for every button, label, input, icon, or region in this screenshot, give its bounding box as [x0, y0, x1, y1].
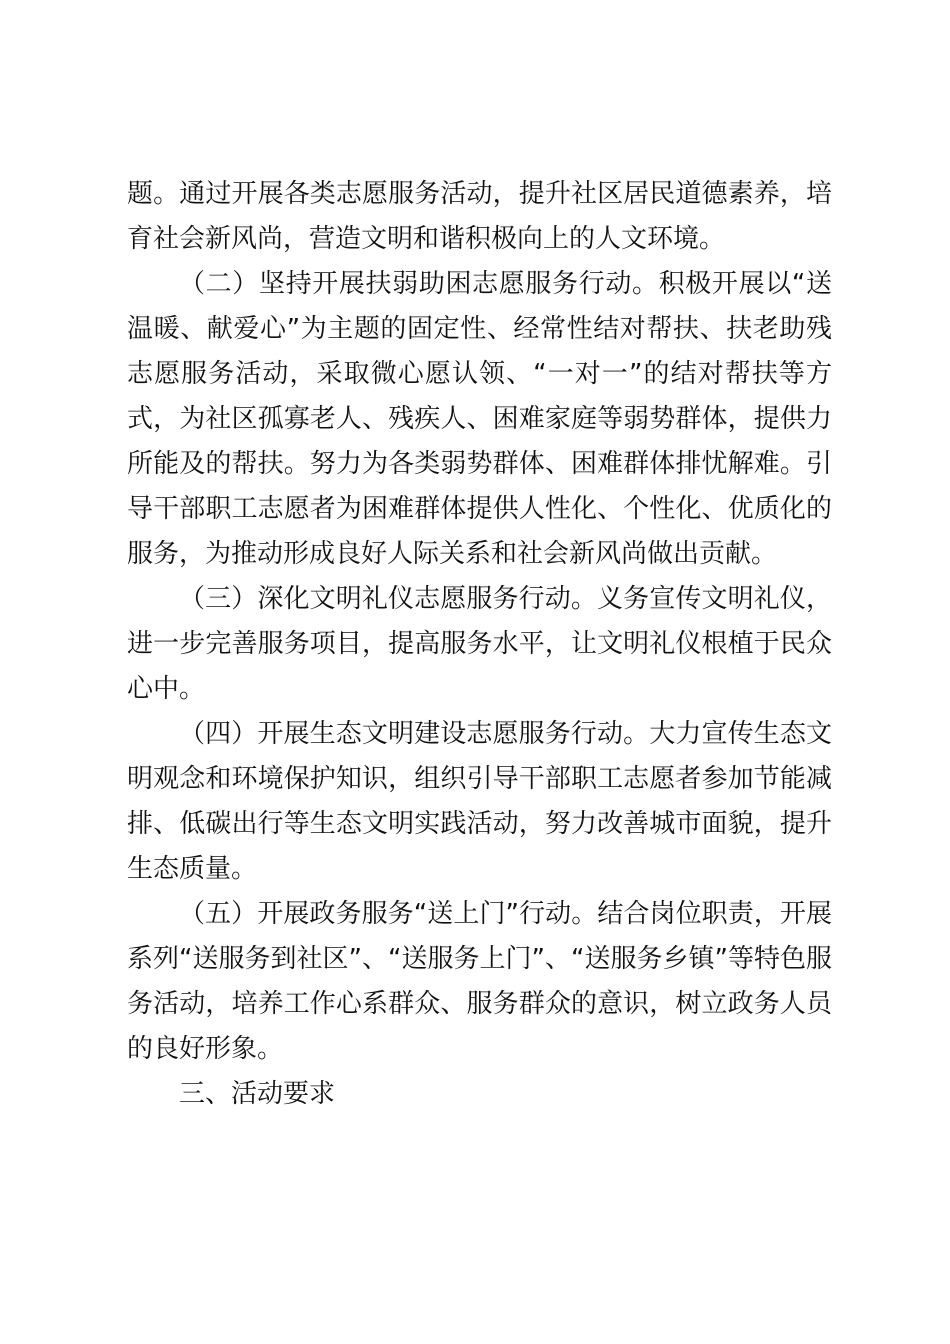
paragraph-item-3: （三）深化文明礼仪志愿服务行动。义务宣传文明礼仪，进一步完善服务项目，提高服务水平，让文明礼仪根植于民众心中。	[127, 584, 832, 704]
document-body	[127, 172, 832, 1117]
paragraph-continuation: 题。通过开展各类志愿服务活动，提升社区居民道德素养，培育社会新风尚，营造文明和谐积极向上的人文环境。	[127, 179, 832, 254]
paragraph-item-4: （四）开展生态文明建设志愿服务行动。大力宣传生态文明观念和环境保护知识，组织引导干部职工志愿者参加节能减排、低碳出行等生态文明实践活动，努力改善城市面貌，提升生态质量。	[127, 719, 832, 884]
paragraph-item-5: （五）开展政务服务“送上门”行动。结合岗位职责，开展系列“送服务到社区”、“送服务上门”、“送服务乡镇”等特色服务活动，培养工作心系群众、服务群众的意识，树立政务人员的良好形象。	[127, 899, 832, 1064]
section-heading: 三、活动要求	[179, 1079, 336, 1109]
paragraph-item-2: （二）坚持开展扶弱助困志愿服务行动。积极开展以“送温暖、献爱心”为主题的固定性、经常性结对帮扶、扶老助残志愿服务活动，采取微心愿认领、“一对一”的结对帮扶等方式，为社区孤寡老人、残疾人、困难家庭等弱势群体，提供力所能及的帮扶。努力为各类弱势群体、困难群体排忧解难。引导干部职工志愿者为困难群体提供人性化、个性化、优质化的服务，为推动形成良好人际关系和社会新风尚做出贡献。	[127, 269, 832, 569]
